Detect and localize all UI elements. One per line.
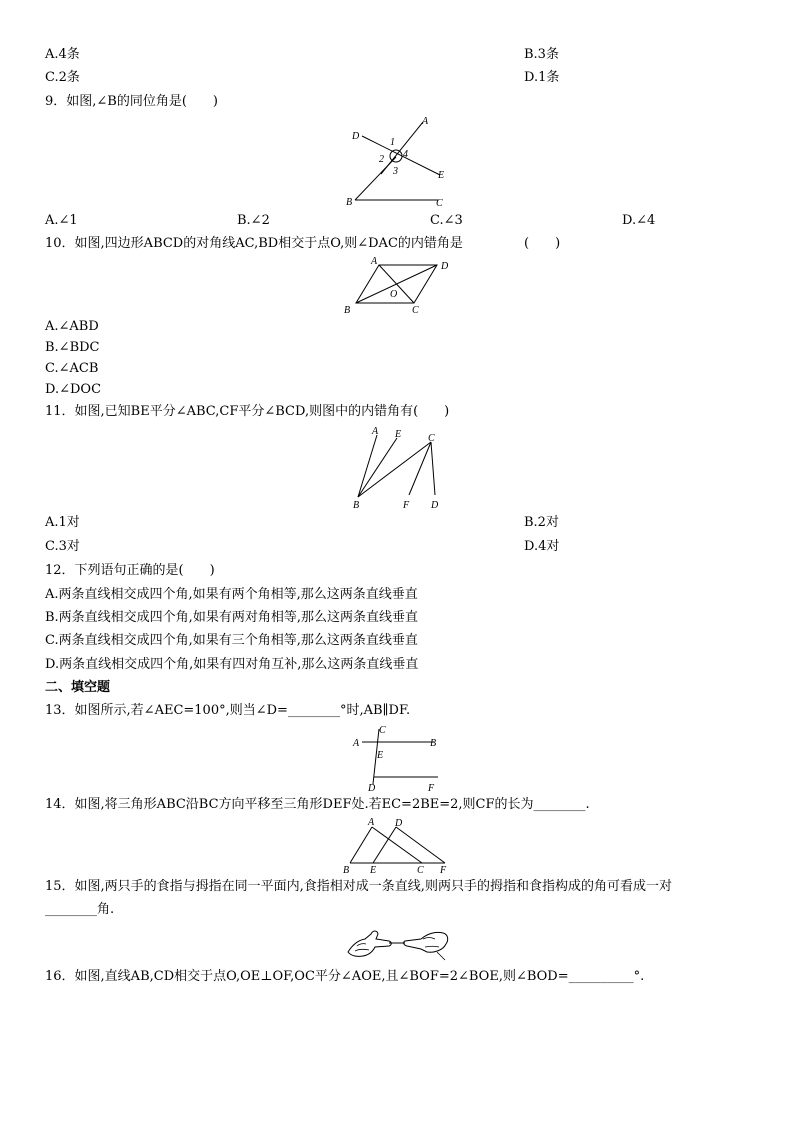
q10-option-b: B.∠BDC: [45, 340, 100, 355]
q11-label-f: F: [403, 500, 410, 511]
q11-option-b: B.2对: [524, 515, 559, 530]
q9-option-a: A.∠1: [45, 213, 78, 228]
q9-option-c: C.∠3: [430, 213, 463, 228]
q9-figure: [340, 114, 450, 210]
q10-paren: ( ): [524, 236, 561, 251]
q10-option-c: C.∠ACB: [45, 361, 99, 376]
q10-option-a: A.∠ABD: [45, 319, 99, 334]
q10-label-b: B: [344, 305, 351, 316]
q15-hands-figure: [345, 922, 450, 962]
q8-option-a: A.4条: [45, 47, 80, 62]
q13-label-d: D: [368, 783, 376, 793]
q14-label-a: A: [368, 817, 375, 828]
section-heading: 二、填空题: [45, 680, 111, 695]
q14-label-d: D: [395, 818, 403, 829]
q12-option-d: D.两条直线相交成四个角,如果有四对角互补,那么这两条直线垂直: [45, 657, 419, 672]
q13-stem: [45, 703, 410, 719]
q9-label-4: 4: [403, 149, 408, 160]
q9-option-b: B.∠2: [237, 213, 270, 228]
q16-stem-a: 16．如图,直线AB,CD相交于点O,OE⊥OF,OC平分∠AOE,且∠BOF=2∠BOE,则∠BOD=: [45, 969, 569, 984]
q14-blank: ________: [533, 797, 586, 812]
q11-label-e: E: [395, 429, 402, 440]
q12-option-b: B.两条直线相交成四个角,如果有两对角相等,那么这两条直线垂直: [45, 610, 418, 625]
q11-label-b: B: [353, 500, 360, 511]
q13-label-f: F: [428, 783, 435, 793]
q11-label-c: C: [428, 433, 435, 444]
q11-option-c: C.3对: [45, 539, 80, 554]
q13-label-e: E: [377, 750, 384, 761]
q9-option-d: D.∠4: [622, 213, 656, 228]
q9-label-c: C: [436, 198, 443, 209]
q14-label-e: E: [370, 865, 377, 876]
q10-label-o: O: [390, 289, 398, 300]
q15-stem-line2: [45, 902, 114, 918]
q15-stem-b: 角.: [97, 902, 115, 917]
q15-blank: ________: [45, 902, 97, 917]
q8-option-c: C.2条: [45, 70, 80, 85]
q14-label-b: B: [343, 865, 350, 876]
q10-label-d: D: [441, 261, 449, 272]
q13-stem-a: 13．如图所示,若∠AEC=100°,则当∠D=: [45, 703, 288, 718]
q14-figure: [340, 815, 452, 877]
q12-option-c: C.两条直线相交成四个角,如果有三个角相等,那么这两条直线垂直: [45, 633, 418, 648]
q9-label-1: 1: [390, 137, 395, 148]
q13-figure: [348, 721, 448, 793]
q10-label-a: A: [371, 256, 378, 267]
q12-option-a: A.两条直线相交成四个角,如果有两个角相等,那么这两条直线垂直: [45, 587, 418, 602]
q9-label-d: D: [352, 131, 360, 142]
q12-stem: 12．下列语句正确的是( ): [45, 563, 215, 578]
q14-stem: [45, 797, 590, 813]
q9-label-b: B: [346, 197, 353, 208]
q10-stem: 10．如图,四边形ABCD的对角线AC,BD相交于点O,则∠DAC的内错角是: [45, 236, 463, 251]
q11-label-d: D: [431, 500, 439, 511]
q15-stem: 15．如图,两只手的食指与拇指在同一平面内,食指相对成一条直线,则两只手的拇指和食指构成的角可看成一对: [45, 879, 672, 894]
q9-label-a: A: [422, 116, 429, 127]
q8-option-b: B.3条: [524, 47, 559, 62]
q11-stem: 11．如图,已知BE平分∠ABC,CF平分∠BCD,则图中的内错角有( ): [45, 404, 450, 419]
q10-label-c: C: [412, 305, 419, 316]
q10-option-d: D.∠DOC: [45, 382, 102, 397]
q16-blank: __________: [568, 969, 634, 984]
q16-stem-b: °.: [633, 969, 645, 984]
q14-stem-b: .: [585, 797, 590, 812]
q11-figure: [345, 423, 450, 513]
q14-stem-a: 14．如图,将三角形ABC沿BC方向平移至三角形DEF处.若EC=2BE=2,则CF的长为: [45, 797, 534, 812]
q11-option-d: D.4对: [524, 539, 560, 554]
q9-label-e: E: [438, 170, 445, 181]
q14-label-f: F: [440, 865, 447, 876]
q13-label-a: A: [353, 738, 360, 749]
q13-blank: ________: [287, 703, 340, 718]
q16-stem: [45, 969, 644, 985]
q11-label-a: A: [372, 426, 379, 437]
q8-option-d: D.1条: [524, 70, 560, 85]
q14-label-c: C: [417, 865, 424, 876]
q9-stem: 9．如图,∠B的同位角是( ): [45, 94, 218, 109]
q13-stem-b: °时,AB∥DF.: [339, 703, 411, 718]
q11-option-a: A.1对: [45, 515, 80, 530]
q9-label-2: 2: [379, 154, 384, 165]
q13-label-b: B: [430, 738, 437, 749]
q9-label-3: 3: [393, 166, 398, 177]
q13-label-c: C: [379, 725, 386, 736]
q10-figure: [340, 255, 455, 317]
